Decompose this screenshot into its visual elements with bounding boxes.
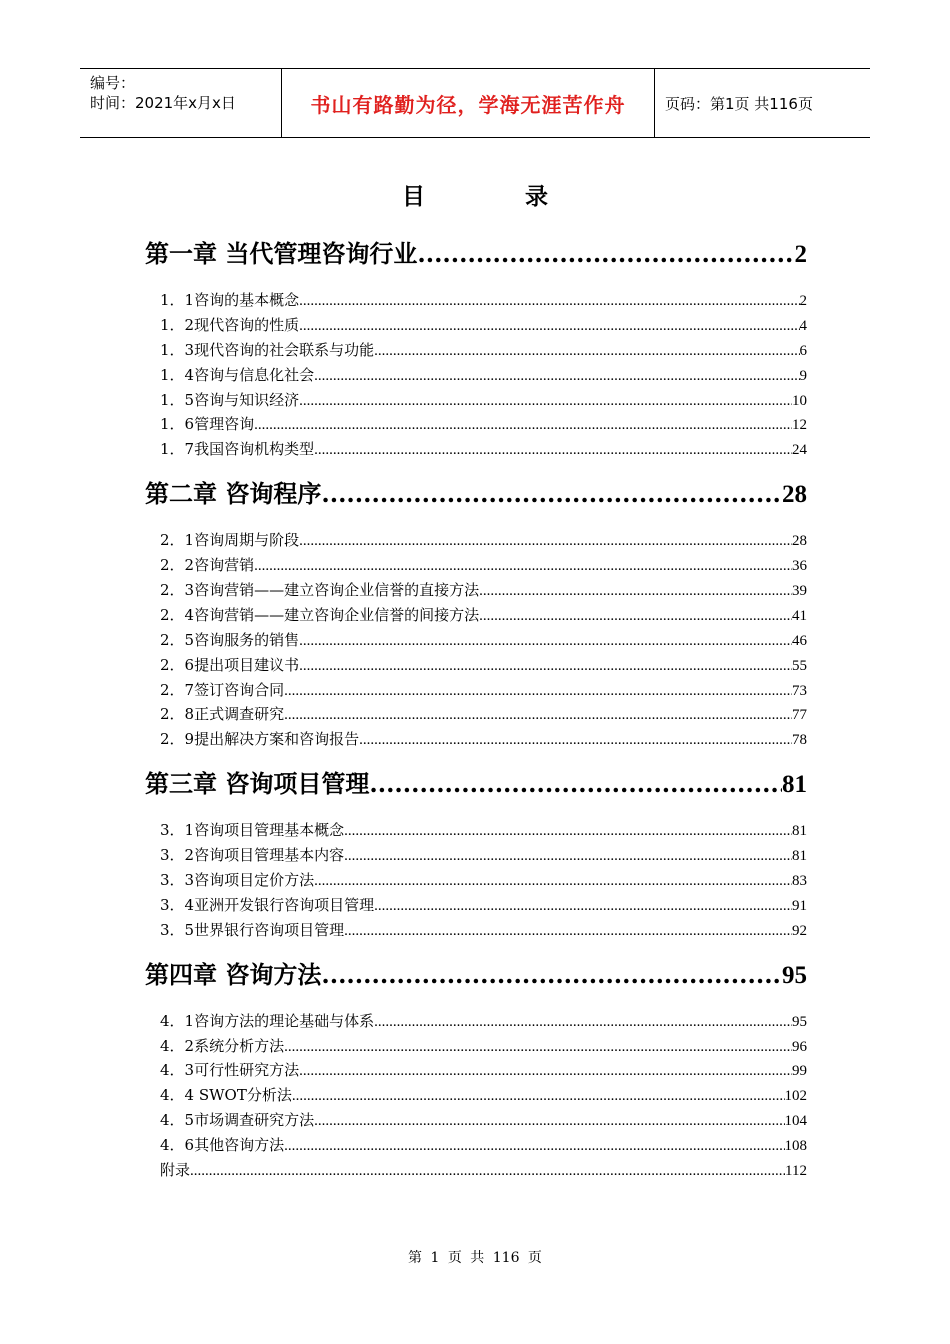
toc-chapter-label: 第三章 咨询项目管理 — [145, 770, 370, 799]
toc-chapter[interactable] — [145, 234, 807, 274]
toc-section-label: 3．2咨询项目管理基本内容 — [160, 846, 345, 865]
toc-section-label: 1．2现代咨询的性质 — [160, 315, 300, 334]
toc-section-page: 102 — [784, 1088, 807, 1105]
toc-section-label: 4．1咨询方法的理论基础与体系 — [160, 1011, 375, 1030]
toc-section-label: 4．5市场调查研究方法 — [160, 1111, 315, 1130]
document-time: 时间：2021年x月x日 — [90, 94, 236, 112]
toc-section-page: 95 — [792, 1013, 807, 1030]
dot-leader — [374, 339, 799, 364]
toc-section-label: 4．4 SWOT分析法 — [160, 1086, 292, 1105]
toc-chapter-page: 81 — [782, 771, 807, 799]
toc-section[interactable] — [145, 843, 807, 868]
toc-section-page: 46 — [792, 632, 807, 649]
toc-section[interactable] — [145, 1009, 807, 1034]
toc-section-page: 6 — [799, 342, 807, 359]
toc-section[interactable] — [145, 388, 807, 413]
toc-section-page: 9 — [799, 367, 807, 384]
toc-section[interactable] — [145, 868, 807, 893]
toc-section-page: 83 — [792, 873, 807, 890]
toc-section[interactable] — [145, 653, 807, 678]
dot-leader — [284, 703, 792, 728]
toc-chapter[interactable] — [145, 955, 807, 995]
dot-leader — [374, 894, 792, 919]
toc-section-page: 39 — [792, 583, 807, 600]
toc-chapter-page: 95 — [782, 961, 807, 989]
chapter-gap — [145, 943, 807, 955]
toc-section[interactable] — [145, 918, 807, 943]
dot-leader — [314, 1109, 784, 1134]
toc-section-label: 3．1咨询项目管理基本概念 — [160, 821, 345, 840]
toc-section-label: 2．6提出项目建议书 — [160, 655, 300, 674]
toc-section-label: 2．3咨询营销——建立咨询企业信誉的直接方法 — [160, 581, 480, 600]
document-number-label: 编号： — [90, 74, 136, 92]
dot-leader — [299, 654, 792, 679]
toc-section-label: 4．3可行性研究方法 — [160, 1061, 300, 1080]
toc-section-page: 81 — [792, 848, 807, 865]
toc-section-label: 2．5咨询服务的销售 — [160, 630, 300, 649]
dot-leader — [190, 1159, 785, 1184]
toc-section-label: 4．6其他咨询方法 — [160, 1136, 285, 1155]
toc-section[interactable] — [145, 578, 807, 603]
toc-section[interactable] — [145, 818, 807, 843]
toc-section-label: 1．5咨询与知识经济 — [160, 390, 300, 409]
dot-leader — [299, 389, 792, 414]
toc-section-page: 77 — [792, 707, 807, 724]
toc-section-page: 96 — [792, 1038, 807, 1055]
toc-section-page: 4 — [799, 317, 807, 334]
toc-section-label: 4．2系统分析方法 — [160, 1036, 285, 1055]
toc-section-label: 2．8正式调查研究 — [160, 705, 285, 724]
chapter-gap — [145, 752, 807, 764]
toc-section[interactable] — [145, 313, 807, 338]
toc-section-label: 1．6管理咨询 — [160, 415, 255, 434]
dot-leader — [314, 869, 792, 894]
toc-section[interactable] — [145, 893, 807, 918]
toc-section-page: 92 — [792, 922, 807, 939]
toc-section[interactable] — [145, 1083, 807, 1108]
page-footer: 第 1 页 共 116 页 — [408, 1250, 542, 1266]
dot-leader — [321, 960, 782, 989]
dot-leader — [299, 529, 792, 554]
dot-leader — [344, 919, 792, 944]
dot-leader — [254, 554, 792, 579]
table-of-contents — [145, 234, 807, 1183]
toc-section[interactable] — [145, 1034, 807, 1059]
toc-section[interactable] — [145, 363, 807, 388]
toc-section[interactable] — [145, 603, 807, 628]
dot-leader — [254, 413, 792, 438]
toc-section-page: 24 — [792, 442, 807, 459]
toc-section-page: 12 — [792, 417, 807, 434]
toc-section-page: 55 — [792, 657, 807, 674]
dot-leader — [299, 629, 792, 654]
dot-leader — [299, 1059, 792, 1084]
toc-section[interactable] — [145, 338, 807, 363]
toc-section[interactable] — [145, 727, 807, 752]
toc-section-label: 2．4咨询营销——建立咨询企业信誉的间接方法 — [160, 605, 480, 624]
toc-title: 目录 — [402, 184, 648, 210]
toc-section-page: 99 — [792, 1063, 807, 1080]
toc-section-page: 41 — [792, 607, 807, 624]
toc-section-page: 104 — [784, 1113, 807, 1130]
toc-chapter[interactable] — [145, 474, 807, 514]
toc-appendix-page: 112 — [785, 1163, 807, 1180]
dot-leader — [284, 1134, 784, 1159]
toc-chapter-page: 2 — [794, 241, 807, 268]
toc-section-page: 73 — [792, 682, 807, 699]
toc-section-page: 28 — [792, 533, 807, 550]
dot-leader — [374, 1010, 792, 1035]
toc-appendix-label: 附录 — [160, 1161, 191, 1180]
toc-section[interactable] — [145, 528, 807, 553]
header-motto: 书山有路勤为径，学海无涯苦作舟 — [282, 69, 655, 137]
dot-leader — [344, 844, 792, 869]
toc-section[interactable] — [145, 1133, 807, 1158]
toc-section-page: 36 — [792, 558, 807, 575]
toc-chapter-page: 28 — [782, 481, 807, 509]
toc-section-label: 1．1咨询的基本概念 — [160, 291, 300, 309]
dot-leader — [417, 239, 794, 268]
dot-leader — [344, 819, 792, 844]
toc-appendix[interactable] — [145, 1158, 807, 1183]
dot-leader — [479, 604, 792, 629]
dot-leader — [292, 1084, 785, 1109]
toc-section[interactable] — [145, 1058, 807, 1083]
toc-section-label: 1．4咨询与信息化社会 — [160, 365, 315, 384]
toc-section[interactable] — [145, 702, 807, 727]
toc-section[interactable] — [145, 628, 807, 653]
toc-section-page: 91 — [792, 897, 807, 914]
dot-leader — [359, 728, 792, 753]
toc-section-label: 3．3咨询项目定价方法 — [160, 871, 315, 890]
toc-section-page: 78 — [792, 732, 807, 749]
dot-leader — [369, 769, 782, 798]
dot-leader — [479, 579, 792, 604]
toc-section-label: 2．9提出解决方案和咨询报告 — [160, 730, 360, 749]
toc-section-label: 2．7签订咨询合同 — [160, 680, 285, 699]
toc-section-label: 2．1咨询周期与阶段 — [160, 531, 300, 550]
chapter-gap — [145, 462, 807, 474]
toc-section-page: 2 — [799, 293, 807, 309]
dot-leader — [284, 679, 792, 704]
toc-section-label: 3．4亚洲开发银行咨询项目管理 — [160, 895, 375, 914]
toc-chapter[interactable] — [145, 764, 807, 804]
toc-section-label: 2．2咨询营销 — [160, 556, 255, 575]
dot-leader — [321, 479, 782, 508]
dot-leader — [299, 289, 799, 314]
dot-leader — [314, 438, 792, 463]
dot-leader — [284, 1035, 792, 1060]
toc-section[interactable] — [145, 678, 807, 703]
toc-section[interactable] — [145, 1108, 807, 1133]
toc-section-page: 108 — [784, 1138, 807, 1155]
page-header — [80, 68, 870, 138]
toc-section[interactable] — [145, 288, 807, 313]
toc-section-label: 1．7我国咨询机构类型 — [160, 440, 315, 459]
header-page-info: 页码：第1页 共116页 — [665, 94, 813, 113]
header-meta — [80, 69, 282, 137]
toc-section[interactable] — [145, 553, 807, 578]
dot-leader — [299, 314, 799, 339]
toc-section-page: 81 — [792, 823, 807, 840]
toc-chapter-label: 第四章 咨询方法 — [145, 960, 322, 989]
toc-chapter-label: 第一章 当代管理咨询行业 — [145, 240, 418, 268]
toc-section[interactable] — [145, 412, 807, 437]
dot-leader — [314, 364, 799, 389]
toc-section-page: 10 — [792, 392, 807, 409]
toc-section[interactable] — [145, 437, 807, 462]
toc-section-label: 1．3现代咨询的社会联系与功能 — [160, 340, 375, 359]
toc-chapter-label: 第二章 咨询程序 — [145, 480, 322, 509]
toc-section-label: 3．5世界银行咨询项目管理 — [160, 920, 345, 939]
